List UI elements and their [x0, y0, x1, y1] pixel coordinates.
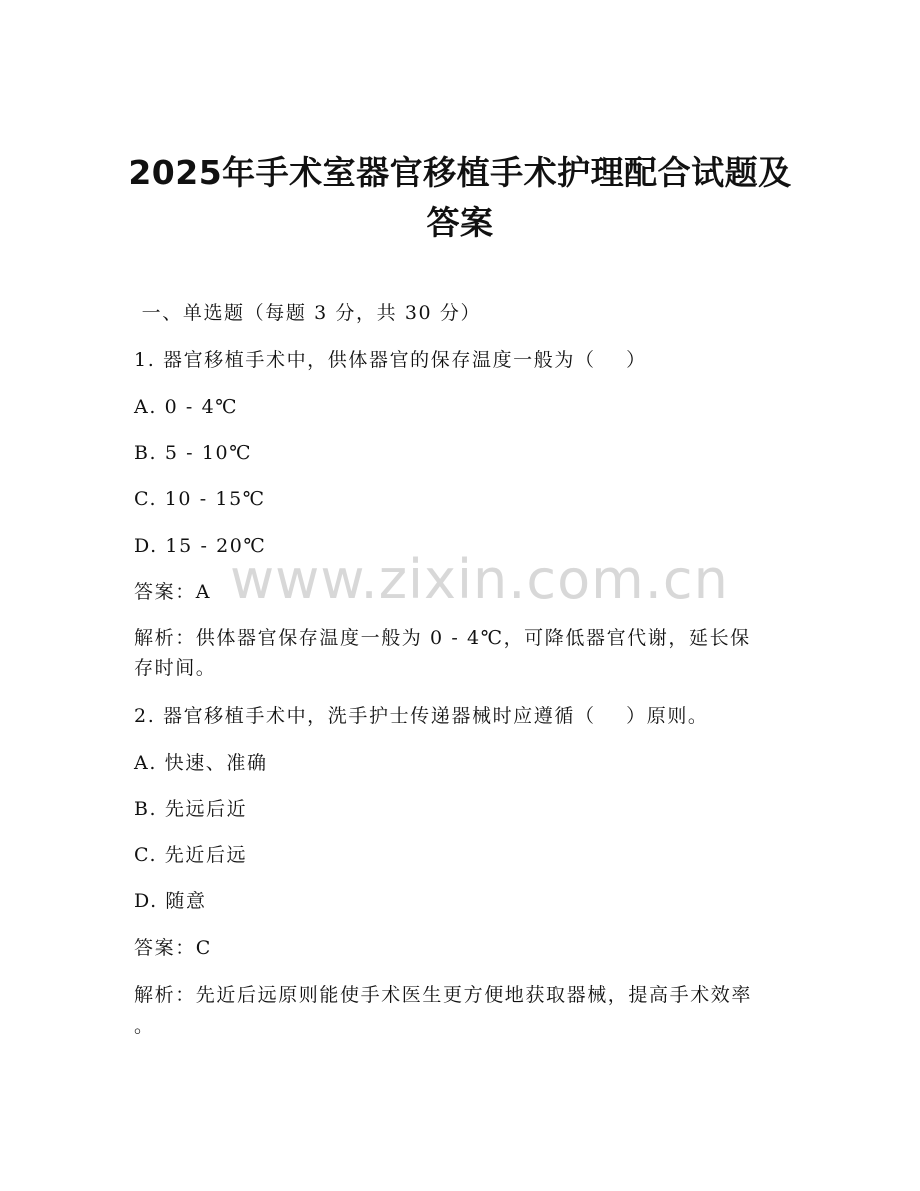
title-line-1: 2025年手术室器官移植手术护理配合试题及	[128, 153, 792, 192]
question-2-option-b: B. 先远后近	[134, 798, 248, 820]
section-heading: 一、单选题（每题 3 分，共 30 分）	[134, 302, 482, 324]
question-2-option-a: A. 快速、准确	[134, 752, 268, 774]
question-1-option-a: A. 0 - 4℃	[134, 396, 239, 418]
question-1-answer: 答案：A	[134, 581, 212, 603]
question-1-option-d: D. 15 - 20℃	[134, 535, 267, 557]
document-title	[0, 148, 920, 248]
question-1-stem: 1. 器官移植手术中，供体器官的保存温度一般为（ ）	[134, 349, 647, 371]
question-1-analysis-line-1: 解析：供体器官保存温度一般为 0 - 4℃，可降低器官代谢，延长保	[134, 627, 751, 649]
question-1-option-b: B. 5 - 10℃	[134, 442, 253, 464]
question-2-option-c: C. 先近后远	[134, 844, 248, 866]
question-2-stem: 2. 器官移植手术中，洗手护士传递器械时应遵循（ ）原则。	[134, 705, 709, 727]
question-2-answer: 答案：C	[134, 937, 212, 959]
question-1-option-c: C. 10 - 15℃	[134, 488, 266, 510]
question-2-option-d: D. 随意	[134, 890, 207, 912]
question-2-analysis-line-2: 。	[134, 1015, 155, 1037]
question-2-analysis-line-1: 解析：先近后远原则能使手术医生更方便地获取器械，提高手术效率	[134, 984, 753, 1006]
title-line-2: 答案	[426, 203, 494, 242]
watermark: www.zixin.com.cn	[230, 548, 729, 611]
question-1-analysis-line-2: 存时间。	[134, 657, 217, 679]
